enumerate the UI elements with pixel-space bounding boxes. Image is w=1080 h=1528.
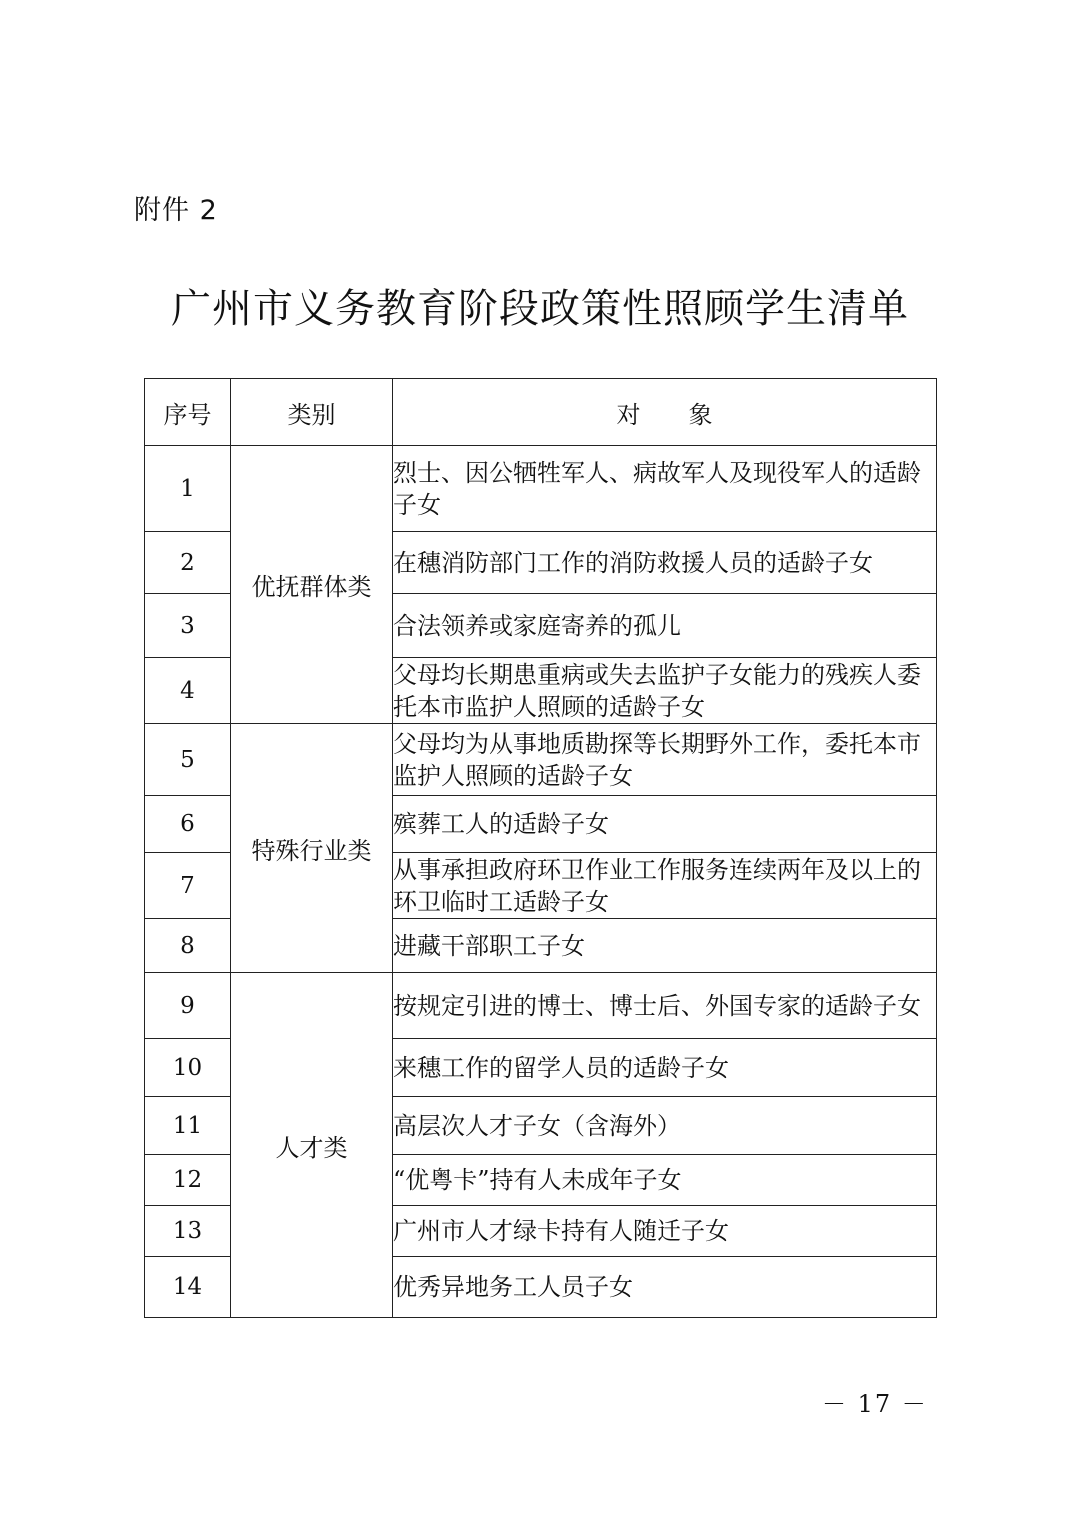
object-cell: 父母均为从事地质勘探等长期野外工作，委托本市监护人照顾的适龄子女 <box>393 724 937 796</box>
row-number: 7 <box>145 853 231 919</box>
category-cell: 优抚群体类 <box>231 446 393 724</box>
row-number: 5 <box>145 724 231 796</box>
object-cell: “优粤卡”持有人未成年子女 <box>393 1155 937 1206</box>
object-cell: 在穗消防部门工作的消防救援人员的适龄子女 <box>393 532 937 594</box>
attachment-label: 附件 2 <box>134 195 218 226</box>
row-number: 12 <box>145 1155 231 1206</box>
header-object: 对 象 <box>393 379 937 446</box>
row-number: 9 <box>145 973 231 1039</box>
object-cell: 广州市人才绿卡持有人随迁子女 <box>393 1206 937 1257</box>
row-number: 2 <box>145 532 231 594</box>
table-row <box>145 973 937 1039</box>
row-number: 8 <box>145 919 231 973</box>
table-header-row <box>145 379 937 446</box>
object-cell: 从事承担政府环卫作业工作服务连续两年及以上的环卫临时工适龄子女 <box>393 853 937 919</box>
table-row <box>145 724 937 796</box>
header-category: 类别 <box>231 379 393 446</box>
object-cell: 进藏干部职工子女 <box>393 919 937 973</box>
table-row <box>145 446 937 532</box>
object-cell: 父母均长期患重病或失去监护子女能力的残疾人委托本市监护人照顾的适龄子女 <box>393 658 937 724</box>
category-cell: 人才类 <box>231 973 393 1318</box>
row-number: 1 <box>145 446 231 532</box>
object-cell: 殡葬工人的适龄子女 <box>393 796 937 853</box>
object-cell: 来穗工作的留学人员的适龄子女 <box>393 1039 937 1097</box>
category-cell: 特殊行业类 <box>231 724 393 973</box>
row-number: 13 <box>145 1206 231 1257</box>
object-cell: 合法领养或家庭寄养的孤儿 <box>393 594 937 658</box>
object-cell: 高层次人才子女（含海外） <box>393 1097 937 1155</box>
row-number: 11 <box>145 1097 231 1155</box>
header-number: 序号 <box>145 379 231 446</box>
object-cell: 按规定引进的博士、博士后、外国专家的适龄子女 <box>393 973 937 1039</box>
row-number: 4 <box>145 658 231 724</box>
policy-table <box>144 378 937 1318</box>
page-number: － 17 － <box>822 1390 928 1418</box>
document-title: 广州市义务教育阶段政策性照顾学生清单 <box>171 286 909 332</box>
row-number: 14 <box>145 1257 231 1318</box>
row-number: 6 <box>145 796 231 853</box>
object-cell: 优秀异地务工人员子女 <box>393 1257 937 1318</box>
row-number: 3 <box>145 594 231 658</box>
row-number: 10 <box>145 1039 231 1097</box>
object-cell: 烈士、因公牺牲军人、病故军人及现役军人的适龄子女 <box>393 446 937 532</box>
